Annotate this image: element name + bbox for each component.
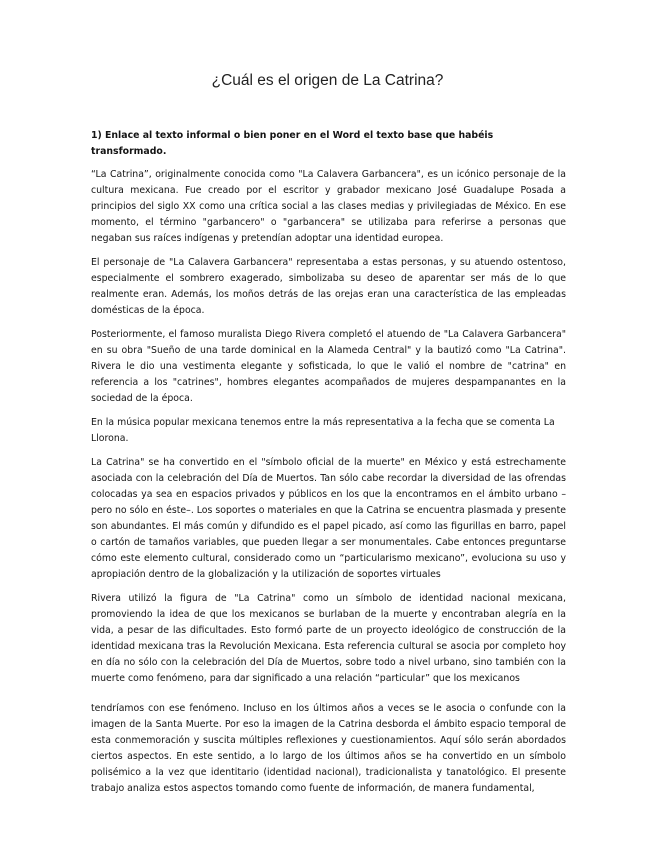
section-heading: 1) Enlace al texto informal o bien poner en el Word el texto base que habéis transformado. bbox=[91, 130, 494, 157]
paragraph-2: El personaje de "La Calavera Garbancera" representaba a estas personas, y su atuendo ostentoso, especialmente el sombrero exagerado, simbolizaba su deseo de aparentar ser más de lo que realmente eran. Además, los moños detrás de las orejas eran una característica de las empleadas domésticas de la época. bbox=[91, 257, 566, 316]
paragraph-6: Rivera utilizó la figura de "La Catrina" como un símbolo de identidad nacional mexicana, promoviendo la idea de que los mexicanos se burlaban de la muerte y encontraban alegría en la vida, a pesar de las dificultades. Esto formó parte de un proyecto ideológico de construcción de la identidad mexicana tras la Revolución Mexicana. Esta referencia cultural se asocia por completo hoy en día no sólo con la celebración del Día de Muertos, sobre todo a nivel urbano, sino también con la muerte como fenómeno, para dar significado a una relación “particular” que los mexicanos bbox=[91, 593, 566, 684]
paragraph-5: La Catrina" se ha convertido en el "símbolo oficial de la muerte" en México y está estrechamente asociada con la celebración del Día de Muertos. Tan sólo cabe recordar la diversidad de las ofrendas colocadas ya sea en espacios privados y públicos en los que la encontramos en el ámbito urbano –pero no sólo en éste–. Los soportes o materiales en que la Catrina se encuentra plasmada y presente son abundantes. El más común y difundido es el papel picado, así como las figurillas en barro, papel o cartón de tamaños variables, que pueden llegar a ser monumentales. Cabe entonces preguntarse cómo este elemento cultural, considerado como un “particularismo mexicano”, evoluciona su uso y apropiación dentro de la globalización y la utilización de soportes virtuales bbox=[91, 457, 566, 580]
paragraph-1: “La Catrina”, originalmente conocida como "La Calavera Garbancera", es un icónico personaje de la cultura mexicana. Fue creado por el escritor y grabador mexicano José Guadalupe Posada a principios del siglo XX como una crítica social a las clases medias y privilegiadas de México. En ese momento, el término "garbancero" o "garbancera" se utilizaba para referirse a personas que negaban sus raíces indígenas y pretendían adoptar una identidad europea. bbox=[91, 169, 566, 244]
paragraph-4: En la música popular mexicana tenemos entre la más representativa a la fecha que se comenta La Llorona. bbox=[91, 417, 555, 444]
paragraph-7: tendríamos con ese fenómeno. Incluso en los últimos años a veces se le asocia o confunde con la imagen de la Santa Muerte. Por eso la imagen de la Catrina desborda el ámbito espacio temporal de esta conmemoración y suscita múltiples reflexiones y cuestionamientos. Aquí sólo serán abordados ciertos aspectos. En este sentido, a lo largo de los últimos años se ha convertido en un símbolo polisémico a la vez que identitario (identidad nacional), tradicionalista y tanatológico. El presente trabajo analiza estos aspectos tomando como fuente de información, de manera fundamental, bbox=[91, 703, 566, 794]
document-title: ¿Cuál es el origen de La Catrina? bbox=[211, 72, 444, 89]
paragraph-3: Posteriormente, el famoso muralista Diego Rivera completó el atuendo de "La Calavera Garbancera" en su obra "Sueño de una tarde dominical en la Alameda Central" y la bautizó como "La Catrina". Rivera le dio una vestimenta elegante y sofisticada, lo que le valió el nombre de "catrina" en referencia a los "catrines", hombres elegantes acompañados de mujeres despampanantes en la sociedad de la época. bbox=[91, 329, 566, 404]
document-body bbox=[91, 128, 566, 805]
